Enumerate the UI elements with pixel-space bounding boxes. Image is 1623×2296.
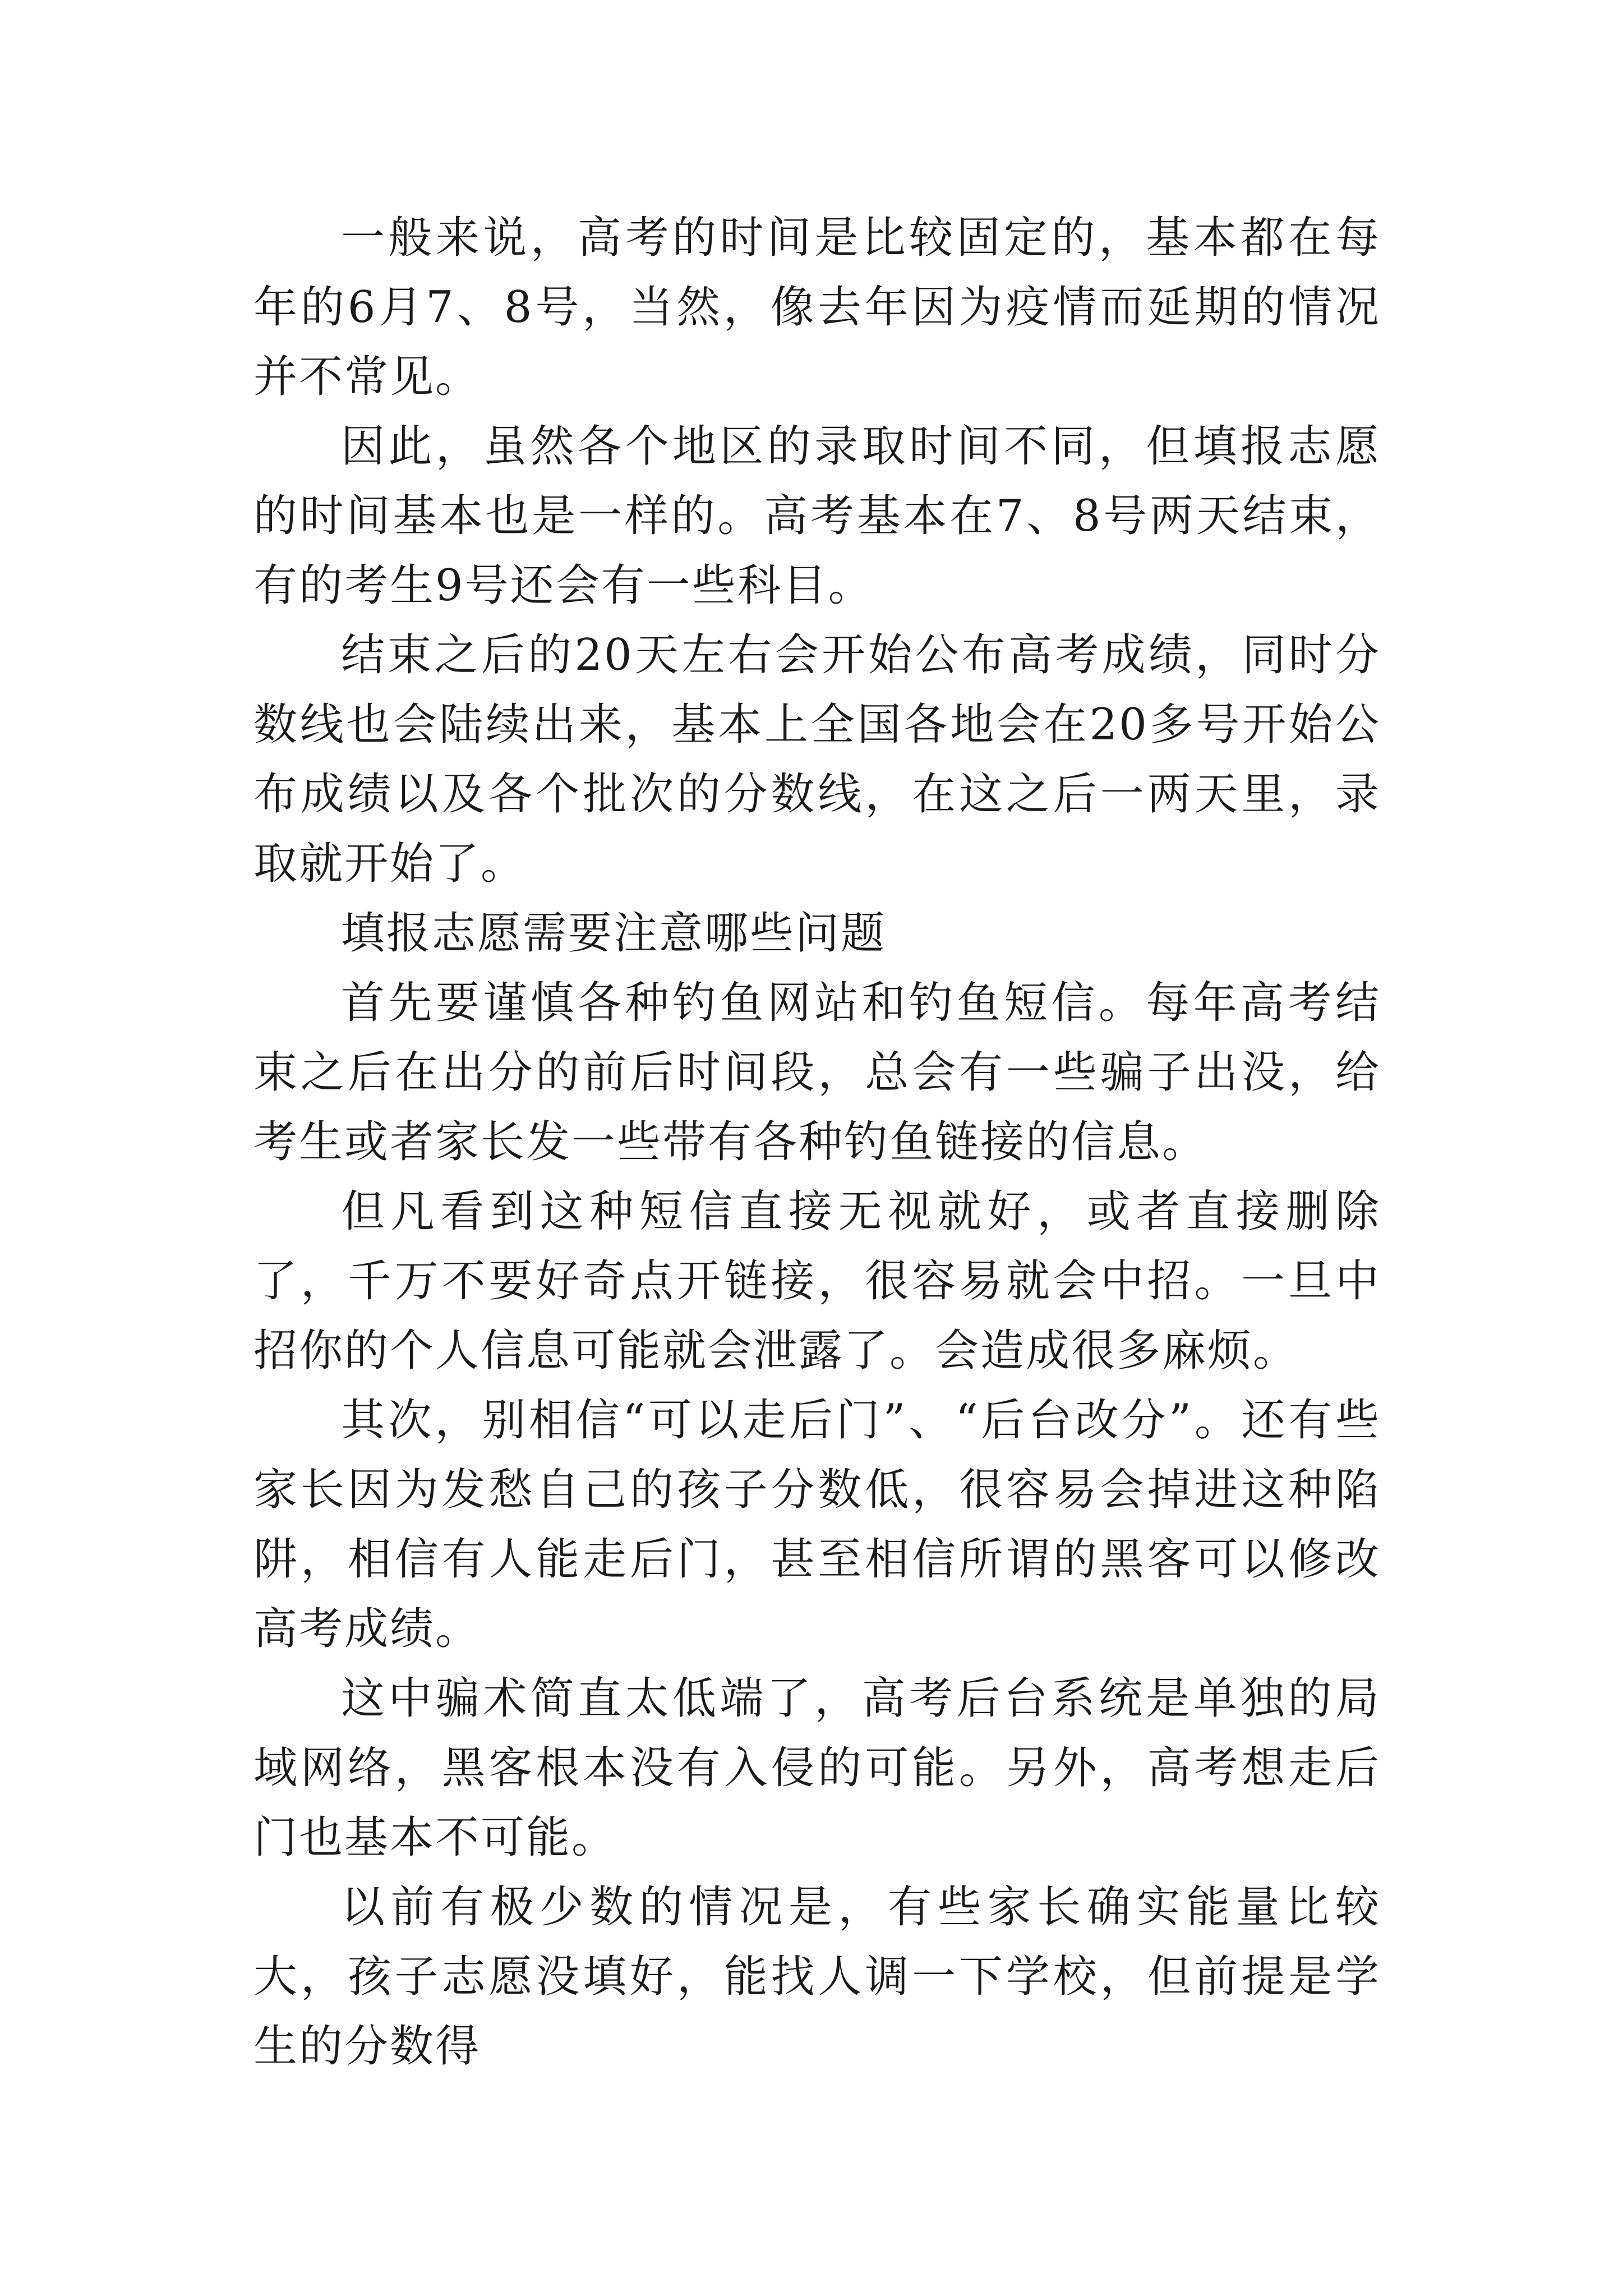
document-body [253,203,1381,2081]
paragraph-2: 因此，虽然各个地区的录取时间不同，但填报志愿的时间基本也是一样的。高考基本在7、8号两天结束，有的考生9号还会有一些科目。 [253,421,1381,611]
paragraph-4: 首先要谨慎各种钓鱼网站和钓鱼短信。每年高考结束之后在出分的前后时间段，总会有一些骗子出没，给考生或者家长发一些带有各种钓鱼链接的信息。 [253,978,1381,1167]
paragraph-3: 结束之后的20天左右会开始公布高考成绩，同时分数线也会陆续出来，基本上全国各地会在20多号开始公布成绩以及各个批次的分数线，在这之后一两天里，录取就开始了。 [253,630,1381,889]
paragraph-6: 其次，别相信“可以走后门”、“后台改分”。还有些家长因为发愁自己的孩子分数低，很容易会掉进这种陷阱，相信有人能走后门，甚至相信所谓的黑客可以修改高考成绩。 [253,1395,1381,1654]
section-heading: 填报志愿需要注意哪些问题 [341,908,887,959]
paragraph-1: 一般来说，高考的时间是比较固定的，基本都在每年的6月7、8号，当然，像去年因为疫情而延期的情况并不常见。 [253,213,1381,402]
paragraph-8: 以前有极少数的情况是，有些家长确实能量比较大，孩子志愿没填好，能找人调一下学校，但前提是学生的分数得 [253,1882,1381,2072]
paragraph-5: 但凡看到这种短信直接无视就好，或者直接删除了，千万不要好奇点开链接，很容易就会中招。一旦中招你的个人信息可能就会泄露了。会造成很多麻烦。 [253,1186,1381,1376]
paragraph-7: 这中骗术简直太低端了，高考后台系统是单独的局域网络，黑客根本没有入侵的可能。另外，高考想走后门也基本不可能。 [253,1673,1381,1863]
